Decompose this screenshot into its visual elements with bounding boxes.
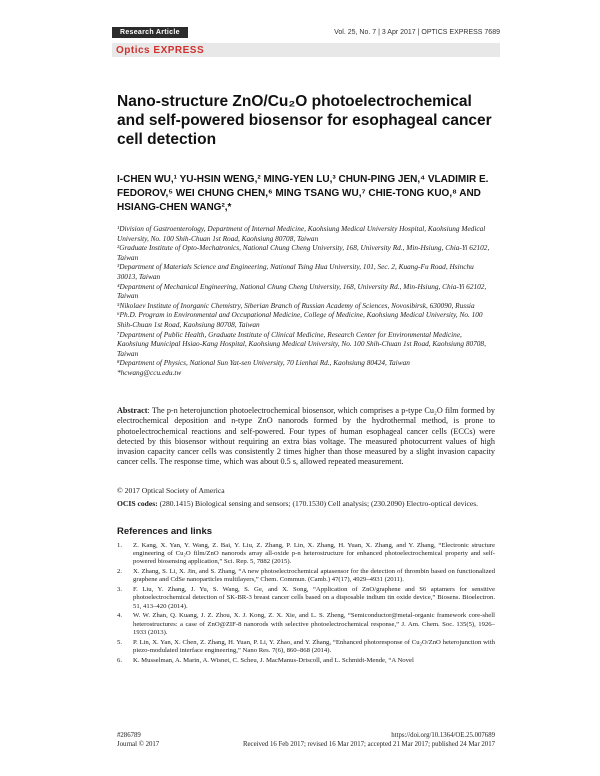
reference-item [117,568,495,584]
reference-item [117,542,495,567]
article-id: #286789 [117,732,141,739]
reference-number: 5. [117,638,123,646]
reference-text: X. Zhang, S. Li, X. Jin, and S. Zhang, “A new photoelectrochemical aptasensor for the detection of thrombin based on functionalized graphene and CdSe nanoparticles multilayers,” Chem. Commun. (Camb.) 47(17), 4929–4931 (2011). [133,568,495,584]
reference-number: 4. [117,612,123,620]
reference-number: 1. [117,542,123,549]
affiliation: ⁴Department of Mechanical Engineering, National Chung Cheng University, 168, University Rd., Min-Hsiung, Chia-Yi 62102, Taiwan [117,281,487,301]
affiliation: ⁵Nikolaev Institute of Inorganic Chemistry, Siberian Branch of Russian Academy of Sciences, Novosibirsk, 630090, Russia [117,300,475,310]
ocis-label: OCIS codes: [117,499,158,508]
page-footer [117,731,495,749]
reference-number: 6. [117,656,123,664]
affiliation: ²Graduate Institute of Opto-Mechatronics, National Chung Cheng University, 168, University Rd., Min-Hsiung, Chia-Yi 62102, Taiwan [117,243,490,262]
reference-text: W. W. Zhan, Q. Kuang, J. Z. Zhou, X. J. Kong, Z. X. Xie, and L. S. Zheng, “Semiconductor@metal-organic framework core-shell heterostructures: a case of ZnO@ZIF-8 nanorods with selective photoelectrochemical response,” J. Am. Chem. Soc. 135(5), 1926–1933 (2013). [133,612,495,636]
journal-banner [112,43,500,57]
reference-text: F. Liu, Y. Zhang, J. Yu, S. Wang, S. Ge, and X. Song, “Application of ZnO/graphene and S6 aptamers for sensitive photoelectrochemical detection of SK-BR-3 breast cancer cells based on a disposable indium tin oxide device,” Biosens. Bioelectron. 51, 413–420 (2014). [133,586,495,610]
affiliation: ⁸Department of Physics, National Sun Yat-sen University, 70 Lienhai Rd., Kaohsiung 80424, Taiwan [117,358,410,368]
affiliation: ⁶Ph.D. Program in Environmental and Occupational Medicine, College of Medicine, Kaohsiung Medical University, No. 100 Shih-Chuan 1st Road, Kaohsiung 80708, Taiwan [117,310,483,329]
reference-item [117,639,495,655]
article-type-badge: Research Article [112,27,188,38]
affiliation-list [117,224,495,378]
affiliation: ⁷Department of Public Health, Graduate Institute of Clinical Medicine, Research Center for Environmental Medicine, Kaohsiung Municipal Hsiao-Kang Hospital, Kaohsiung Medical University, No. 100 Shih-Chuan 1st Road, Kaohsiung 80708, Taiwan [117,329,486,358]
reference-text: K. Musselman, A. Marin, A. Wisnet, C. Scheu, J. MacManus-Driscoll, and L. Schmidt-Mende, “A Novel [133,656,414,664]
reference-item [117,612,495,637]
reference-item [117,586,495,611]
reference-text: Z. Kang, X. Yan, Y. Wang, Z. Bai, Y. Liu, Z. Zhang, P. Lin, X. Zhang, H. Yuan, X. Zhang, and Y. Zhang, “Electronic structure engineering of Cu₂O film/ZnO nanorods array all-oxide p-n heterostructure for enhanced photoelectrochemical property and self-powered biosensing application,” Sci. Rep. 5, 7882 (2015). [133,542,495,566]
copyright-notice: © 2017 Optical Society of America [117,486,225,495]
publication-dates: Received 16 Feb 2017; revised 16 Mar 2017; accepted 21 Mar 2017; published 24 Mar 2017 [243,741,495,748]
reference-number: 3. [117,586,123,594]
reference-list [117,542,495,666]
abstract [117,406,495,468]
reference-number: 2. [117,568,123,576]
volume-info: Vol. 25, No. 7 | 3 Apr 2017 | OPTICS EXPRESS 7689 [334,28,500,36]
ocis-text: (280.1415) Biological sensing and sensors; (170.1530) Cell analysis; (230.2090) Electro-optical devices. [157,499,479,508]
journal-copyright: Journal © 2017 [117,741,160,748]
references-heading: References and links [117,526,213,537]
abstract-text: : The p-n heterojunction photoelectrochemical biosensor, which comprises a p-type Cu₂O film formed by electrochemical deposition and n-type ZnO nanorods formed by the hydrothermal method, is prone to photoelectrochemical reactions and self-powered. Four types of human esophageal cancer cells (ECCs) were detected by this biosensor without requiring an extra bias voltage. The measured photocurrent values of high invasion capacity cancer cells was consistently 2 times higher than those measured by a slight invasion capacity cancer cells. The response time, which was about 0.5 s, allowed repeated measurement. [117,406,495,467]
author-list: I-CHEN WU,¹ YU-HSIN WENG,² MING-YEN LU,³ CHUN-PING JEN,⁴ VLADIMIR E. FEDOROV,⁵ WEI CHUNG CHEN,⁶ MING TSANG WU,⁷ CHIE-TONG KUO,⁸ AND HSIANG-CHEN WANG²,* [117,174,489,213]
reference-item [117,657,495,665]
top-header-bar [112,26,500,38]
abstract-label: Abstract [117,406,148,415]
affiliation: ¹Division of Gastroenterology, Department of Internal Medicine, Kaohsiung Medical University Hospital, Kaohsiung Medical University, No. 100 Shih-Chuan 1st Road, Kaohsiung 80708, Taiwan [117,224,486,243]
paper-title: Nano-structure ZnO/Cu₂O photoelectrochemical and self-powered biosensor for esophageal cancer cell detection [117,93,492,148]
corresponding-email[interactable]: *hcwang@ccu.edu.tw [117,367,182,377]
ocis-codes [117,499,495,509]
journal-logo-text: Optics EXPRESS [116,44,205,56]
doi-link[interactable]: https://doi.org/10.1364/OE.25.007689 [391,732,495,739]
reference-text: P. Lin, X. Yan, X. Chen, Z. Zhang, H. Yuan, P. Li, Y. Zhao, and Y. Zhang, “Enhanced photoresponse of Cu₂O/ZnO heterojunction with piezo-modulated interface engineering,” Nano Res. 7(6), 860–868 (2014). [133,638,495,654]
affiliation: ³Department of Materials Science and Engineering, National Tsing Hua University, 101, Sec. 2, Kuang-Fu Road, Hsinchu 30013, Taiwan [117,262,474,281]
